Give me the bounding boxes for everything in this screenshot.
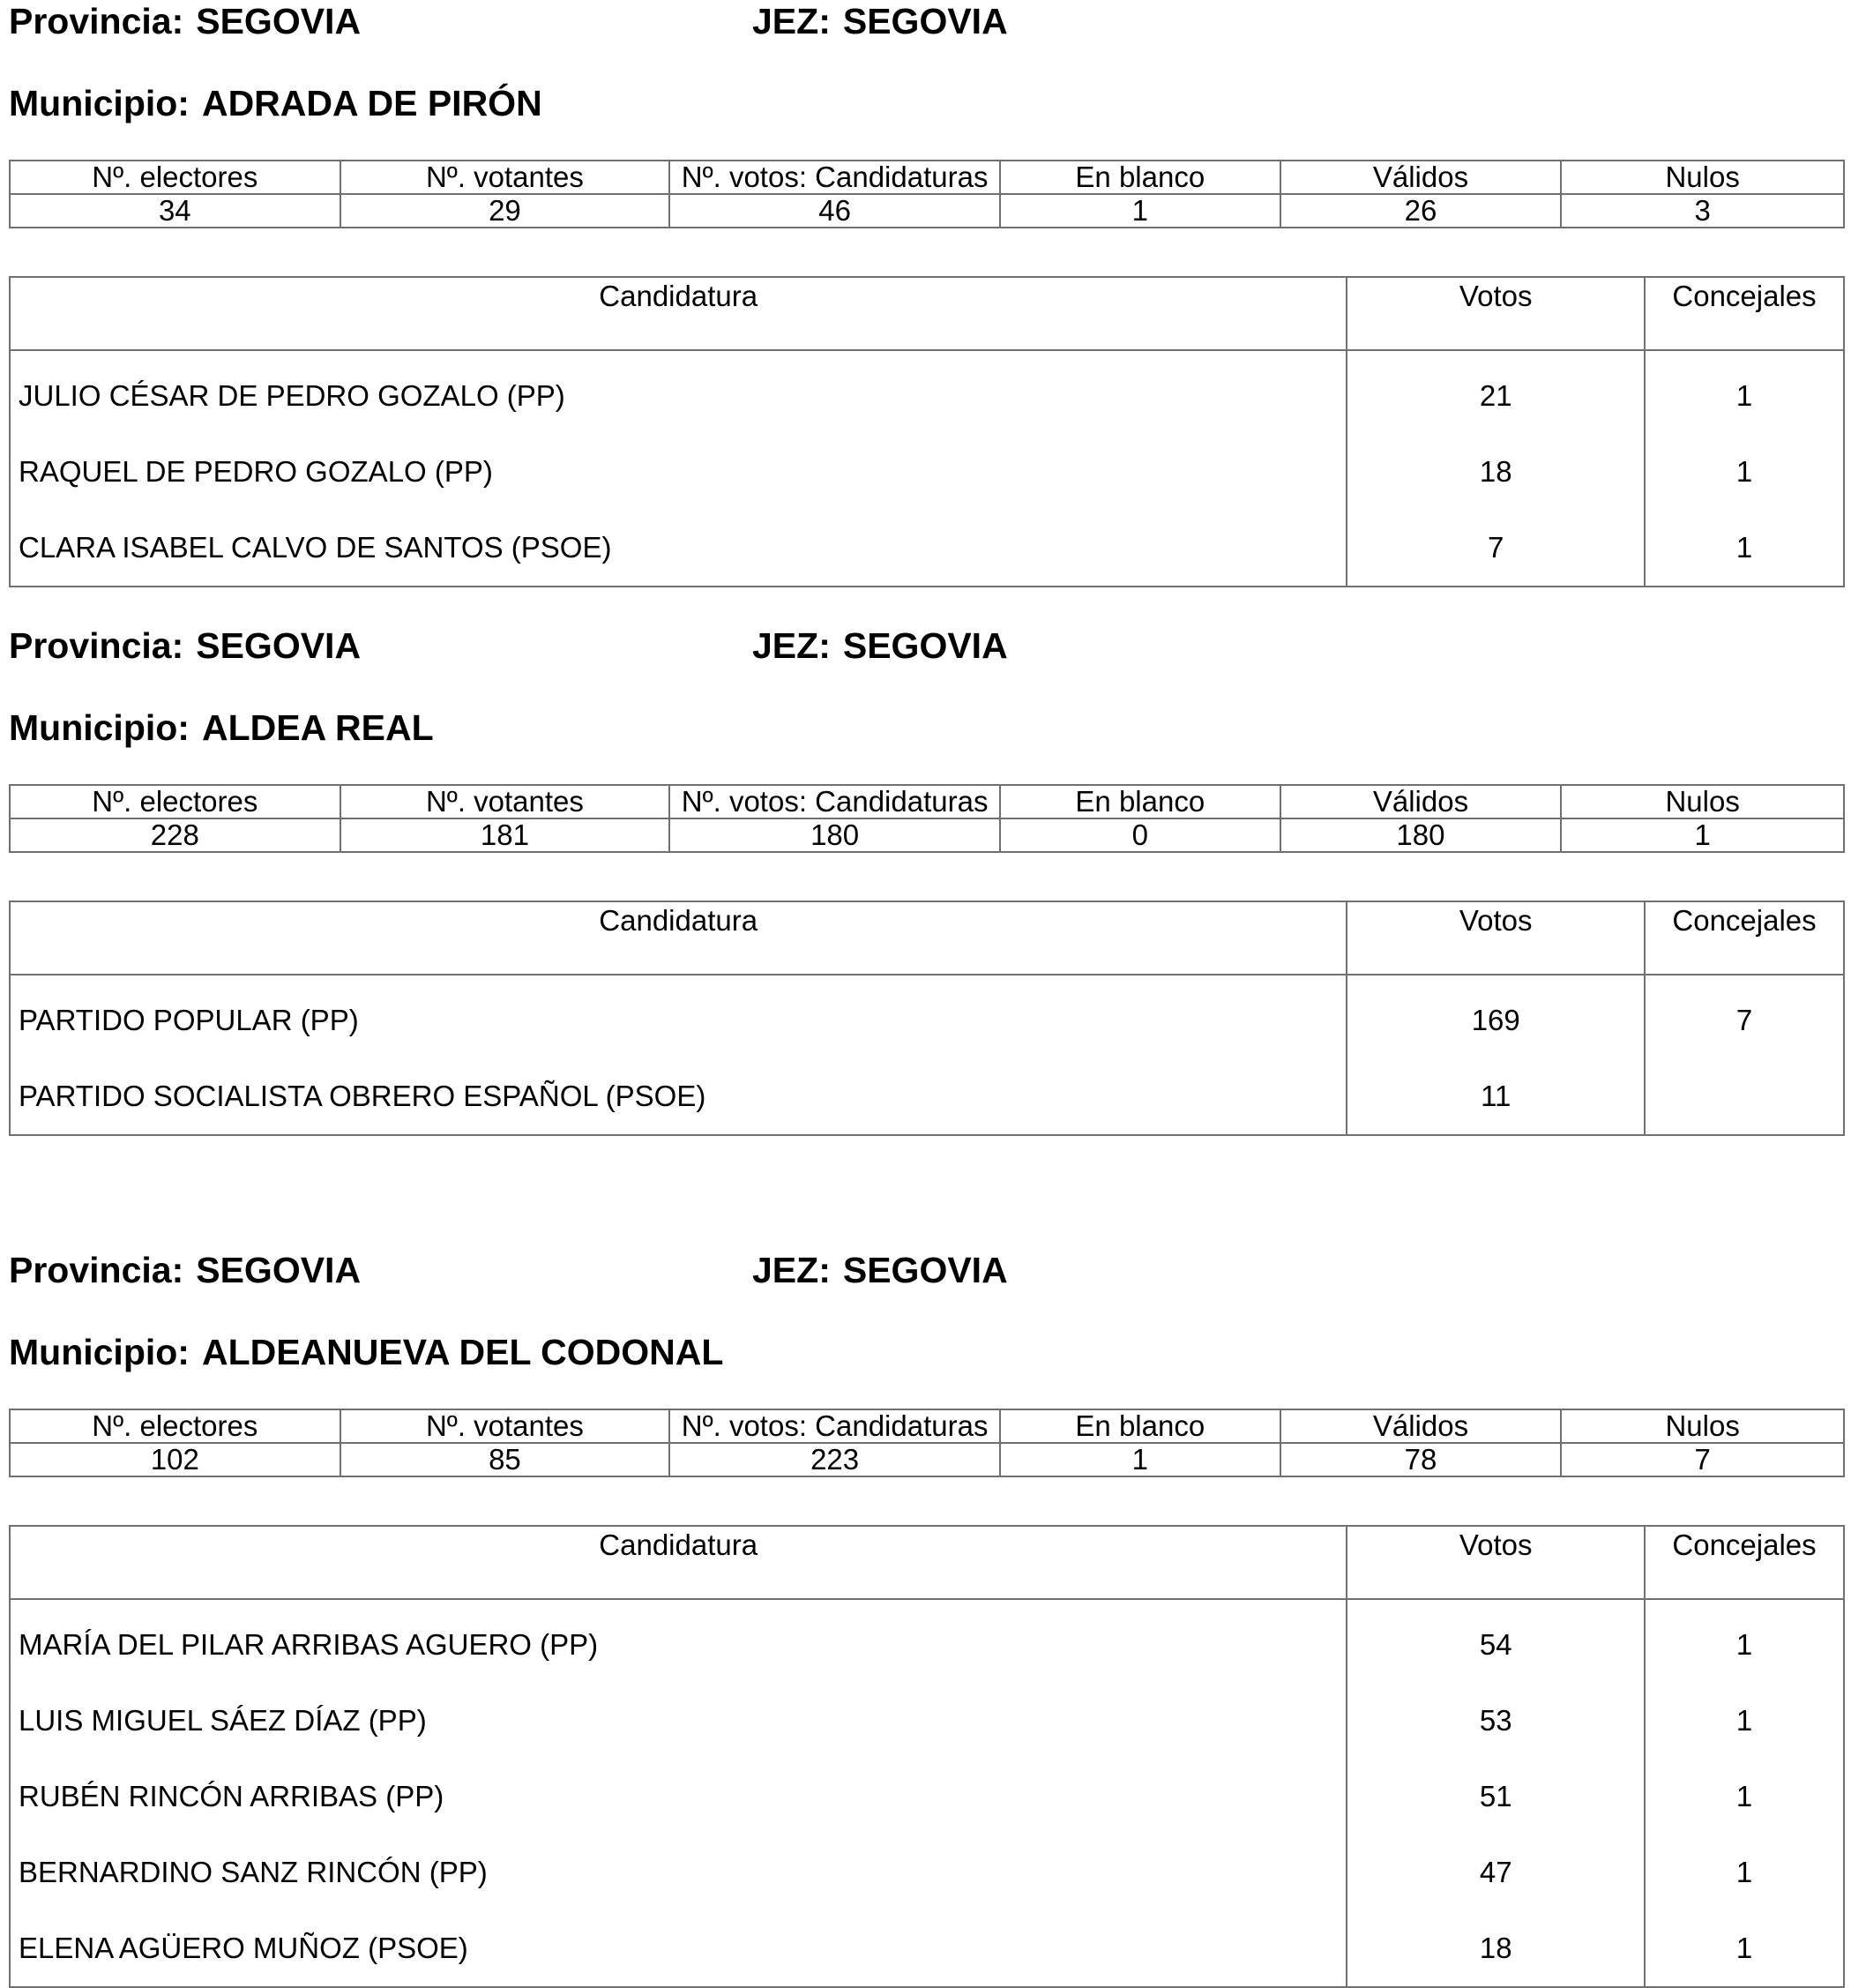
jez-value: SEGOVIA — [842, 1, 1008, 41]
col-concejales: Concejales — [1645, 277, 1844, 350]
candidate-row — [10, 1599, 1844, 1683]
provincia-heading: Provincia: SEGOVIA — [9, 1250, 362, 1290]
candidates-header-row — [10, 901, 1844, 975]
candidate-name: CLARA ISABEL CALVO DE SANTOS (PSOE) — [19, 531, 612, 564]
candidate-row — [10, 350, 1844, 434]
col-validos: Válidos — [1280, 785, 1562, 818]
candidate-name: JULIO CÉSAR DE PEDRO GOZALO (PP) — [19, 379, 565, 412]
jez-value: SEGOVIA — [842, 625, 1008, 666]
col-concejales: Concejales — [1645, 901, 1844, 975]
nulos-value: 1 — [1561, 818, 1844, 852]
candidate-concejales: 7 — [1645, 975, 1844, 1058]
stats-values-row — [10, 818, 1844, 852]
candidate-concejales: 1 — [1645, 1683, 1844, 1759]
candidate-row — [10, 1910, 1844, 1987]
stats-header-row — [10, 161, 1844, 194]
col-nulos: Nulos — [1561, 785, 1844, 818]
candidate-name: BERNARDINO SANZ RINCÓN (PP) — [19, 1856, 488, 1888]
stats-table — [9, 784, 1845, 853]
col-en-blanco: En blanco — [1000, 161, 1280, 194]
provincia-value: SEGOVIA — [196, 1250, 362, 1290]
col-votos-candidaturas: Nº. votos: Candidaturas — [669, 1409, 1000, 1443]
municipio-value: ADRADA DE PIRÓN — [201, 83, 542, 123]
municipio-value: ALDEA REAL — [201, 707, 434, 748]
col-candidatura: Candidatura — [10, 1526, 1347, 1599]
stats-header-row — [10, 785, 1844, 818]
candidate-name: ELENA AGÜERO MUÑOZ (PSOE) — [19, 1932, 468, 1964]
stats-header-row — [10, 1409, 1844, 1443]
stats-values-row — [10, 194, 1844, 228]
candidate-row — [10, 510, 1844, 587]
candidate-votos: 169 — [1347, 975, 1645, 1058]
candidates-table — [9, 1525, 1845, 1988]
jez-value: SEGOVIA — [842, 1250, 1008, 1290]
votantes-value: 29 — [340, 194, 670, 228]
votos-candidaturas-value: 180 — [669, 818, 1000, 852]
col-votantes: Nº. votantes — [340, 161, 670, 194]
provincia-value: SEGOVIA — [196, 625, 362, 666]
candidate-name: RUBÉN RINCÓN ARRIBAS (PP) — [19, 1780, 444, 1812]
votos-candidaturas-value: 46 — [669, 194, 1000, 228]
votantes-value: 85 — [340, 1443, 670, 1476]
validos-value: 78 — [1280, 1443, 1562, 1476]
nulos-value: 7 — [1561, 1443, 1844, 1476]
col-candidatura: Candidatura — [10, 277, 1347, 350]
candidate-row — [10, 434, 1844, 510]
col-votos: Votos — [1347, 901, 1645, 975]
en-blanco-value: 1 — [1000, 1443, 1280, 1476]
candidate-row — [10, 1683, 1844, 1759]
col-votos: Votos — [1347, 1526, 1645, 1599]
col-concejales: Concejales — [1645, 1526, 1844, 1599]
validos-value: 26 — [1280, 194, 1562, 228]
candidate-name: MARÍA DEL PILAR ARRIBAS AGUERO (PP) — [19, 1628, 599, 1661]
candidate-concejales — [1645, 1058, 1844, 1135]
col-validos: Válidos — [1280, 161, 1562, 194]
candidate-name: PARTIDO SOCIALISTA OBRERO ESPAÑOL (PSOE) — [19, 1080, 706, 1112]
col-votantes: Nº. votantes — [340, 785, 670, 818]
candidate-concejales: 1 — [1645, 350, 1844, 434]
col-en-blanco: En blanco — [1000, 1409, 1280, 1443]
candidate-row — [10, 1835, 1844, 1910]
stats-table — [9, 1409, 1845, 1477]
candidate-votos: 53 — [1347, 1683, 1645, 1759]
candidate-votos: 54 — [1347, 1599, 1645, 1683]
candidate-row — [10, 1759, 1844, 1835]
col-candidatura: Candidatura — [10, 901, 1347, 975]
municipio-section — [9, 0, 1845, 582]
col-electores: Nº. electores — [10, 161, 340, 194]
candidate-votos: 47 — [1347, 1835, 1645, 1910]
col-votos: Votos — [1347, 277, 1645, 350]
candidate-row — [10, 975, 1844, 1058]
municipio-value: ALDEANUEVA DEL CODONAL — [201, 1332, 724, 1372]
candidates-table — [9, 276, 1845, 587]
electores-value: 228 — [10, 818, 340, 852]
electores-value: 102 — [10, 1443, 340, 1476]
candidates-header-row — [10, 277, 1844, 350]
provincia-heading: Provincia: SEGOVIA — [9, 625, 362, 666]
col-electores: Nº. electores — [10, 1409, 340, 1443]
candidate-name: PARTIDO POPULAR (PP) — [19, 1004, 359, 1036]
col-votantes: Nº. votantes — [340, 1409, 670, 1443]
candidate-concejales: 1 — [1645, 510, 1844, 587]
col-nulos: Nulos — [1561, 1409, 1844, 1443]
col-nulos: Nulos — [1561, 161, 1844, 194]
jez-heading: JEZ: SEGOVIA — [752, 625, 1008, 666]
candidate-votos: 7 — [1347, 510, 1645, 587]
col-votos-candidaturas: Nº. votos: Candidaturas — [669, 785, 1000, 818]
candidate-votos: 11 — [1347, 1058, 1645, 1135]
jez-heading: JEZ: SEGOVIA — [752, 1, 1008, 41]
electores-value: 34 — [10, 194, 340, 228]
jez-heading: JEZ: SEGOVIA — [752, 1250, 1008, 1290]
municipio-heading: Municipio: ADRADA DE PIRÓN — [9, 83, 542, 123]
candidate-concejales: 1 — [1645, 434, 1844, 510]
votos-candidaturas-value: 223 — [669, 1443, 1000, 1476]
municipio-section — [9, 624, 1845, 1127]
candidate-concejales: 1 — [1645, 1759, 1844, 1835]
candidate-row — [10, 1058, 1844, 1135]
col-en-blanco: En blanco — [1000, 785, 1280, 818]
stats-table — [9, 160, 1845, 228]
provincia-heading: Provincia: SEGOVIA — [9, 1, 362, 41]
candidate-votos: 18 — [1347, 1910, 1645, 1987]
col-votos-candidaturas: Nº. votos: Candidaturas — [669, 161, 1000, 194]
candidate-name: RAQUEL DE PEDRO GOZALO (PP) — [19, 455, 493, 488]
candidates-header-row — [10, 1526, 1844, 1599]
col-electores: Nº. electores — [10, 785, 340, 818]
municipio-heading: Municipio: ALDEA REAL — [9, 707, 434, 748]
candidate-votos: 18 — [1347, 434, 1645, 510]
candidate-votos: 21 — [1347, 350, 1645, 434]
municipio-heading: Municipio: ALDEANUEVA DEL CODONAL — [9, 1332, 724, 1372]
municipio-section — [9, 1249, 1845, 1977]
candidate-concejales: 1 — [1645, 1599, 1844, 1683]
en-blanco-value: 0 — [1000, 818, 1280, 852]
candidates-table — [9, 901, 1845, 1136]
candidate-votos: 51 — [1347, 1759, 1645, 1835]
provincia-value: SEGOVIA — [196, 1, 362, 41]
validos-value: 180 — [1280, 818, 1562, 852]
nulos-value: 3 — [1561, 194, 1844, 228]
en-blanco-value: 1 — [1000, 194, 1280, 228]
candidate-name: LUIS MIGUEL SÁEZ DÍAZ (PP) — [19, 1704, 427, 1737]
stats-values-row — [10, 1443, 1844, 1476]
candidate-concejales: 1 — [1645, 1835, 1844, 1910]
votantes-value: 181 — [340, 818, 670, 852]
col-validos: Válidos — [1280, 1409, 1562, 1443]
candidate-concejales: 1 — [1645, 1910, 1844, 1987]
